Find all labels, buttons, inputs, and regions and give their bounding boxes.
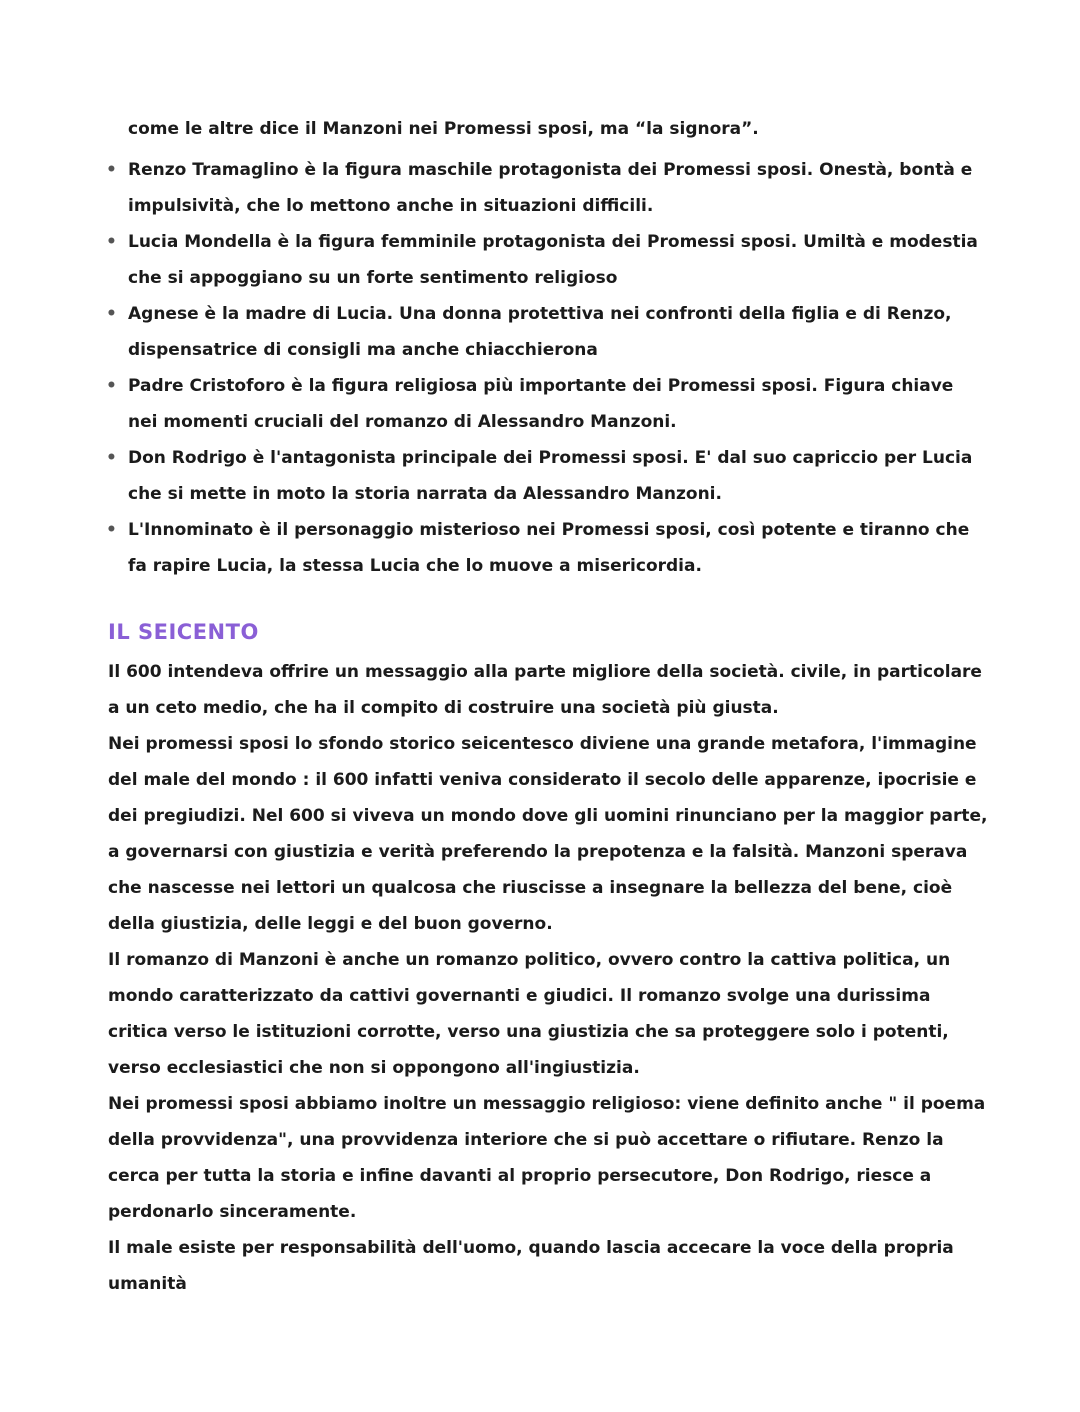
paragraph-metafora: Nei promessi sposi lo sfondo storico seicentesco diviene una grande metafora, l'immagine del male del mondo : il 600 infatti veniva considerato il secolo delle apparenze, ipocrisie e dei pregiudizi. Nel 600 si viveva un mondo dove gli uomini rinunciano per la maggior parte, a governarsi con giustizia e verità preferendo la prepotenza e la falsità. Manzoni sperava che nascesse nei lettori un qualcosa che riuscisse a insegnare la bellezza del bene, cioè della giustizia, delle leggi e del buon governo. <box>108 734 988 934</box>
paragraph-politico: Il romanzo di Manzoni è anche un romanzo politico, ovvero contro la cattiva politica, un mondo caratterizzato da cattivi governanti e giudici. Il romanzo svolge una durissima critica verso le istituzioni corrotte, verso una giustizia che sa proteggere solo i potenti, verso ecclesiastici che non si oppongono all'ingiustizia. <box>108 950 951 1078</box>
paragraph-intro: Il 600 intendeva offrire un messaggio alla parte migliore della società. civile, in particolare a un ceto medio, che ha il compito di costruire una società più giusta. <box>108 662 982 718</box>
paragraph-male: Il male esiste per responsabilità dell'uomo, quando lascia accecare la voce della propria umanità <box>108 1238 954 1294</box>
character-item-renzo: • Renzo Tramaglino è la figura maschile protagonista dei Promessi sposi. Onestà, bontà e impulsività, che lo mettono anche in situazioni difficili. <box>104 152 984 224</box>
character-item-rodrigo: • Don Rodrigo è l'antagonista principale dei Promessi sposi. E' dal suo capriccio per Lucia che si mette in moto la storia narrata da Alessandro Manzoni. <box>104 440 984 512</box>
section-title: IL SEICENTO <box>108 620 259 644</box>
character-item-innominato: • L'Innominato è il personaggio misterioso nei Promessi sposi, così potente e tiranno che fa rapire Lucia, la stessa Lucia che lo muove a misericordia. <box>104 512 984 584</box>
character-item-lucia: • Lucia Mondella è la figura femminile protagonista dei Promessi sposi. Umiltà e modestia che si appoggiano su un forte sentimento religioso <box>104 224 984 296</box>
continuation-line: come le altre dice il Manzoni nei Promessi sposi, ma “la signora”. <box>128 119 759 139</box>
character-item-agnese: • Agnese è la madre di Lucia. Una donna protettiva nei confronti della figlia e di Renzo, dispensatrice di consigli ma anche chiacchierona <box>104 296 984 368</box>
paragraph-religioso: Nei promessi sposi abbiamo inoltre un messaggio religioso: viene definito anche " il poema della provvidenza", una provvidenza interiore che si può accettare o rifiutare. Renzo la cerca per tutta la storia e infine davanti al proprio persecutore, Don Rodrigo, riesce a perdonarlo sinceramente. <box>108 1094 986 1222</box>
character-list <box>104 152 984 584</box>
section-body <box>108 654 988 1302</box>
character-item-cristoforo: • Padre Cristoforo è la figura religiosa più importante dei Promessi sposi. Figura chiave nei momenti cruciali del romanzo di Alessandro Manzoni. <box>104 368 984 440</box>
